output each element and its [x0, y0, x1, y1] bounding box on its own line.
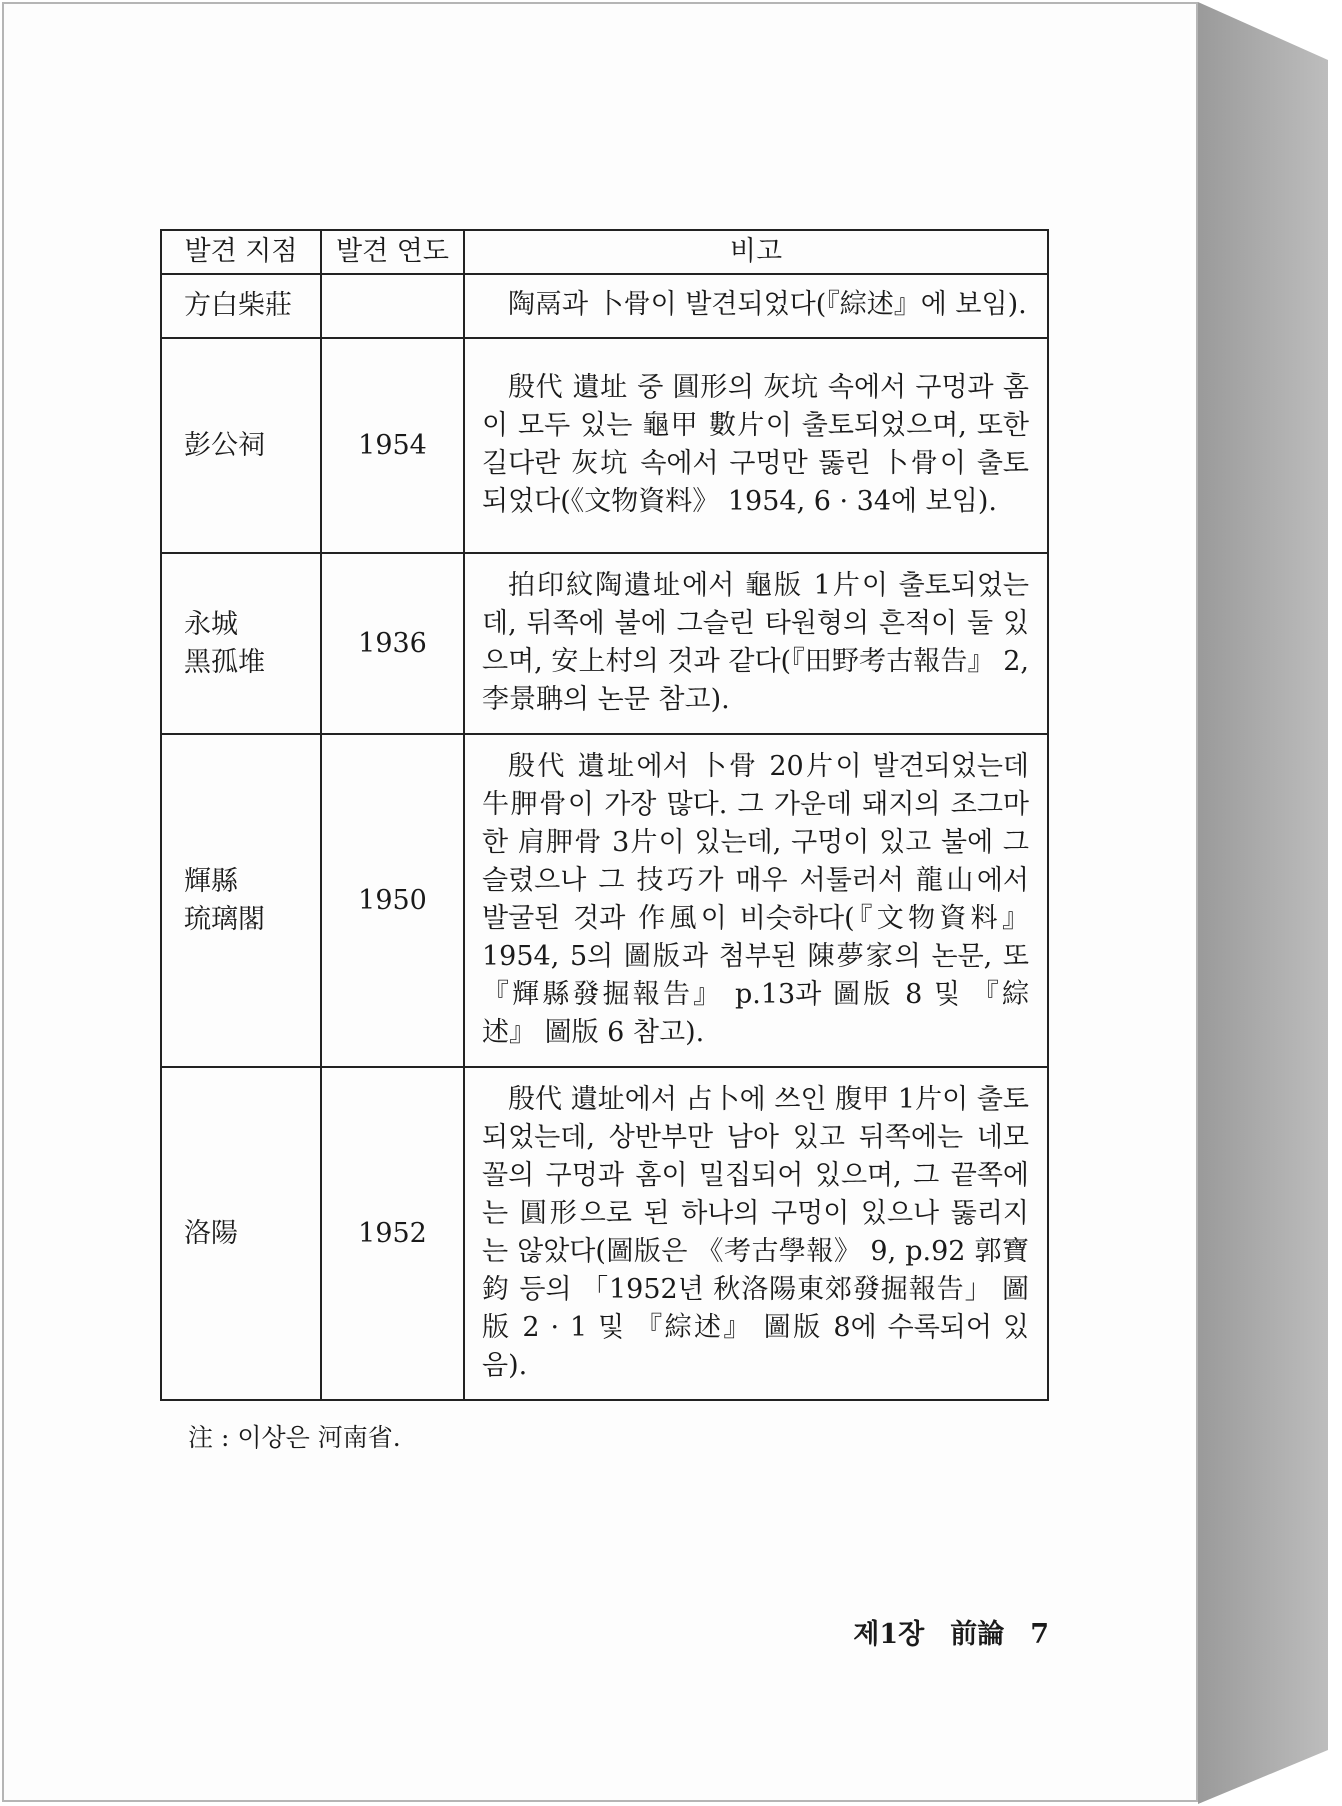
- remarks-cell: 陶鬲과 卜骨이 발견되었다(『綜述』에 보임).: [464, 274, 1048, 338]
- page-footer: [853, 1612, 1049, 1651]
- location-cell: [161, 734, 321, 1067]
- year-cell: 1936: [321, 553, 464, 734]
- chapter-title: 前論: [950, 1619, 1005, 1650]
- location-name: 永城: [184, 608, 238, 640]
- header-location: 발견 지점: [161, 230, 321, 274]
- location-name: 彭公祠: [184, 429, 265, 461]
- location-name: 琉璃閣: [184, 903, 265, 935]
- remarks-cell: 殷代 遺址에서 占卜에 쓰인 腹甲 1片이 출토되었는데, 상반부만 남아 있고 뒤쪽에는 네모꼴의 구멍과 홈이 밀집되어 있으며, 그 끝쪽에는 圓形으로 된 하나의 구멍이 있으나 뚫리지는 않았다(圖版은 《考古學報》 9, p.92 郭寶鈞 등의 「1952년 秋洛陽東郊發掘報告」 圖版 2 · 1 및 『綜述』 圖版 8에 수록되어 있음).: [464, 1067, 1048, 1400]
- page-number: 7: [1030, 1619, 1049, 1650]
- year-cell: 1954: [321, 338, 464, 553]
- page-edge-shadow: [1198, 2, 1338, 1804]
- location-cell: [161, 274, 321, 338]
- header-year: 발견 연도: [321, 230, 464, 274]
- location-cell: [161, 338, 321, 553]
- location-name: 洛陽: [184, 1217, 238, 1249]
- year-cell: 1950: [321, 734, 464, 1067]
- discovery-table: [160, 229, 1049, 1401]
- location-name: 方白柴莊: [184, 290, 292, 321]
- table-row: [161, 338, 1048, 553]
- year-cell: 1952: [321, 1067, 464, 1400]
- year-cell: [321, 274, 464, 338]
- table-row: [161, 734, 1048, 1067]
- table-row: [161, 274, 1048, 338]
- remarks-cell: 拍印紋陶遺址에서 龜版 1片이 출토되었는데, 뒤쪽에 불에 그슬린 타원형의 흔적이 둘 있으며, 安上村의 것과 같다(『田野考古報告』 2, 李景聃의 논문 참고).: [464, 553, 1048, 734]
- location-name: 黑孤堆: [184, 646, 265, 678]
- chapter-label: 제1장: [853, 1619, 925, 1650]
- table-header-row: [161, 230, 1048, 274]
- remarks-cell: 殷代 遺址 중 圓形의 灰坑 속에서 구멍과 홈이 모두 있는 龜甲 數片이 출토되었으며, 또한 길다란 灰坑 속에서 구멍만 뚫린 卜骨이 출토되었다(《文物資料》 1954, 6 · 34에 보임).: [464, 338, 1048, 553]
- remarks-cell: 殷代 遺址에서 卜骨 20片이 발견되었는데 牛胛骨이 가장 많다. 그 가운데 돼지의 조그마한 肩胛骨 3片이 있는데, 구멍이 있고 불에 그슬렸으나 그 技巧가 매우 서툴러서 龍山에서 발굴된 것과 作風이 비슷하다(『文物資料』 1954, 5의 圖版과 첨부된 陳夢家의 논문, 또 『輝縣發掘報告』 p.13과 圖版 8 및 『綜述』 圖版 6 참고).: [464, 734, 1048, 1067]
- location-cell: [161, 553, 321, 734]
- header-remarks: 비고: [464, 230, 1048, 274]
- footnote: 注 : 이상은 河南省.: [188, 1423, 401, 1452]
- table-row: [161, 1067, 1048, 1400]
- location-cell: [161, 1067, 321, 1400]
- location-name: 輝縣: [184, 865, 238, 897]
- table-row: [161, 553, 1048, 734]
